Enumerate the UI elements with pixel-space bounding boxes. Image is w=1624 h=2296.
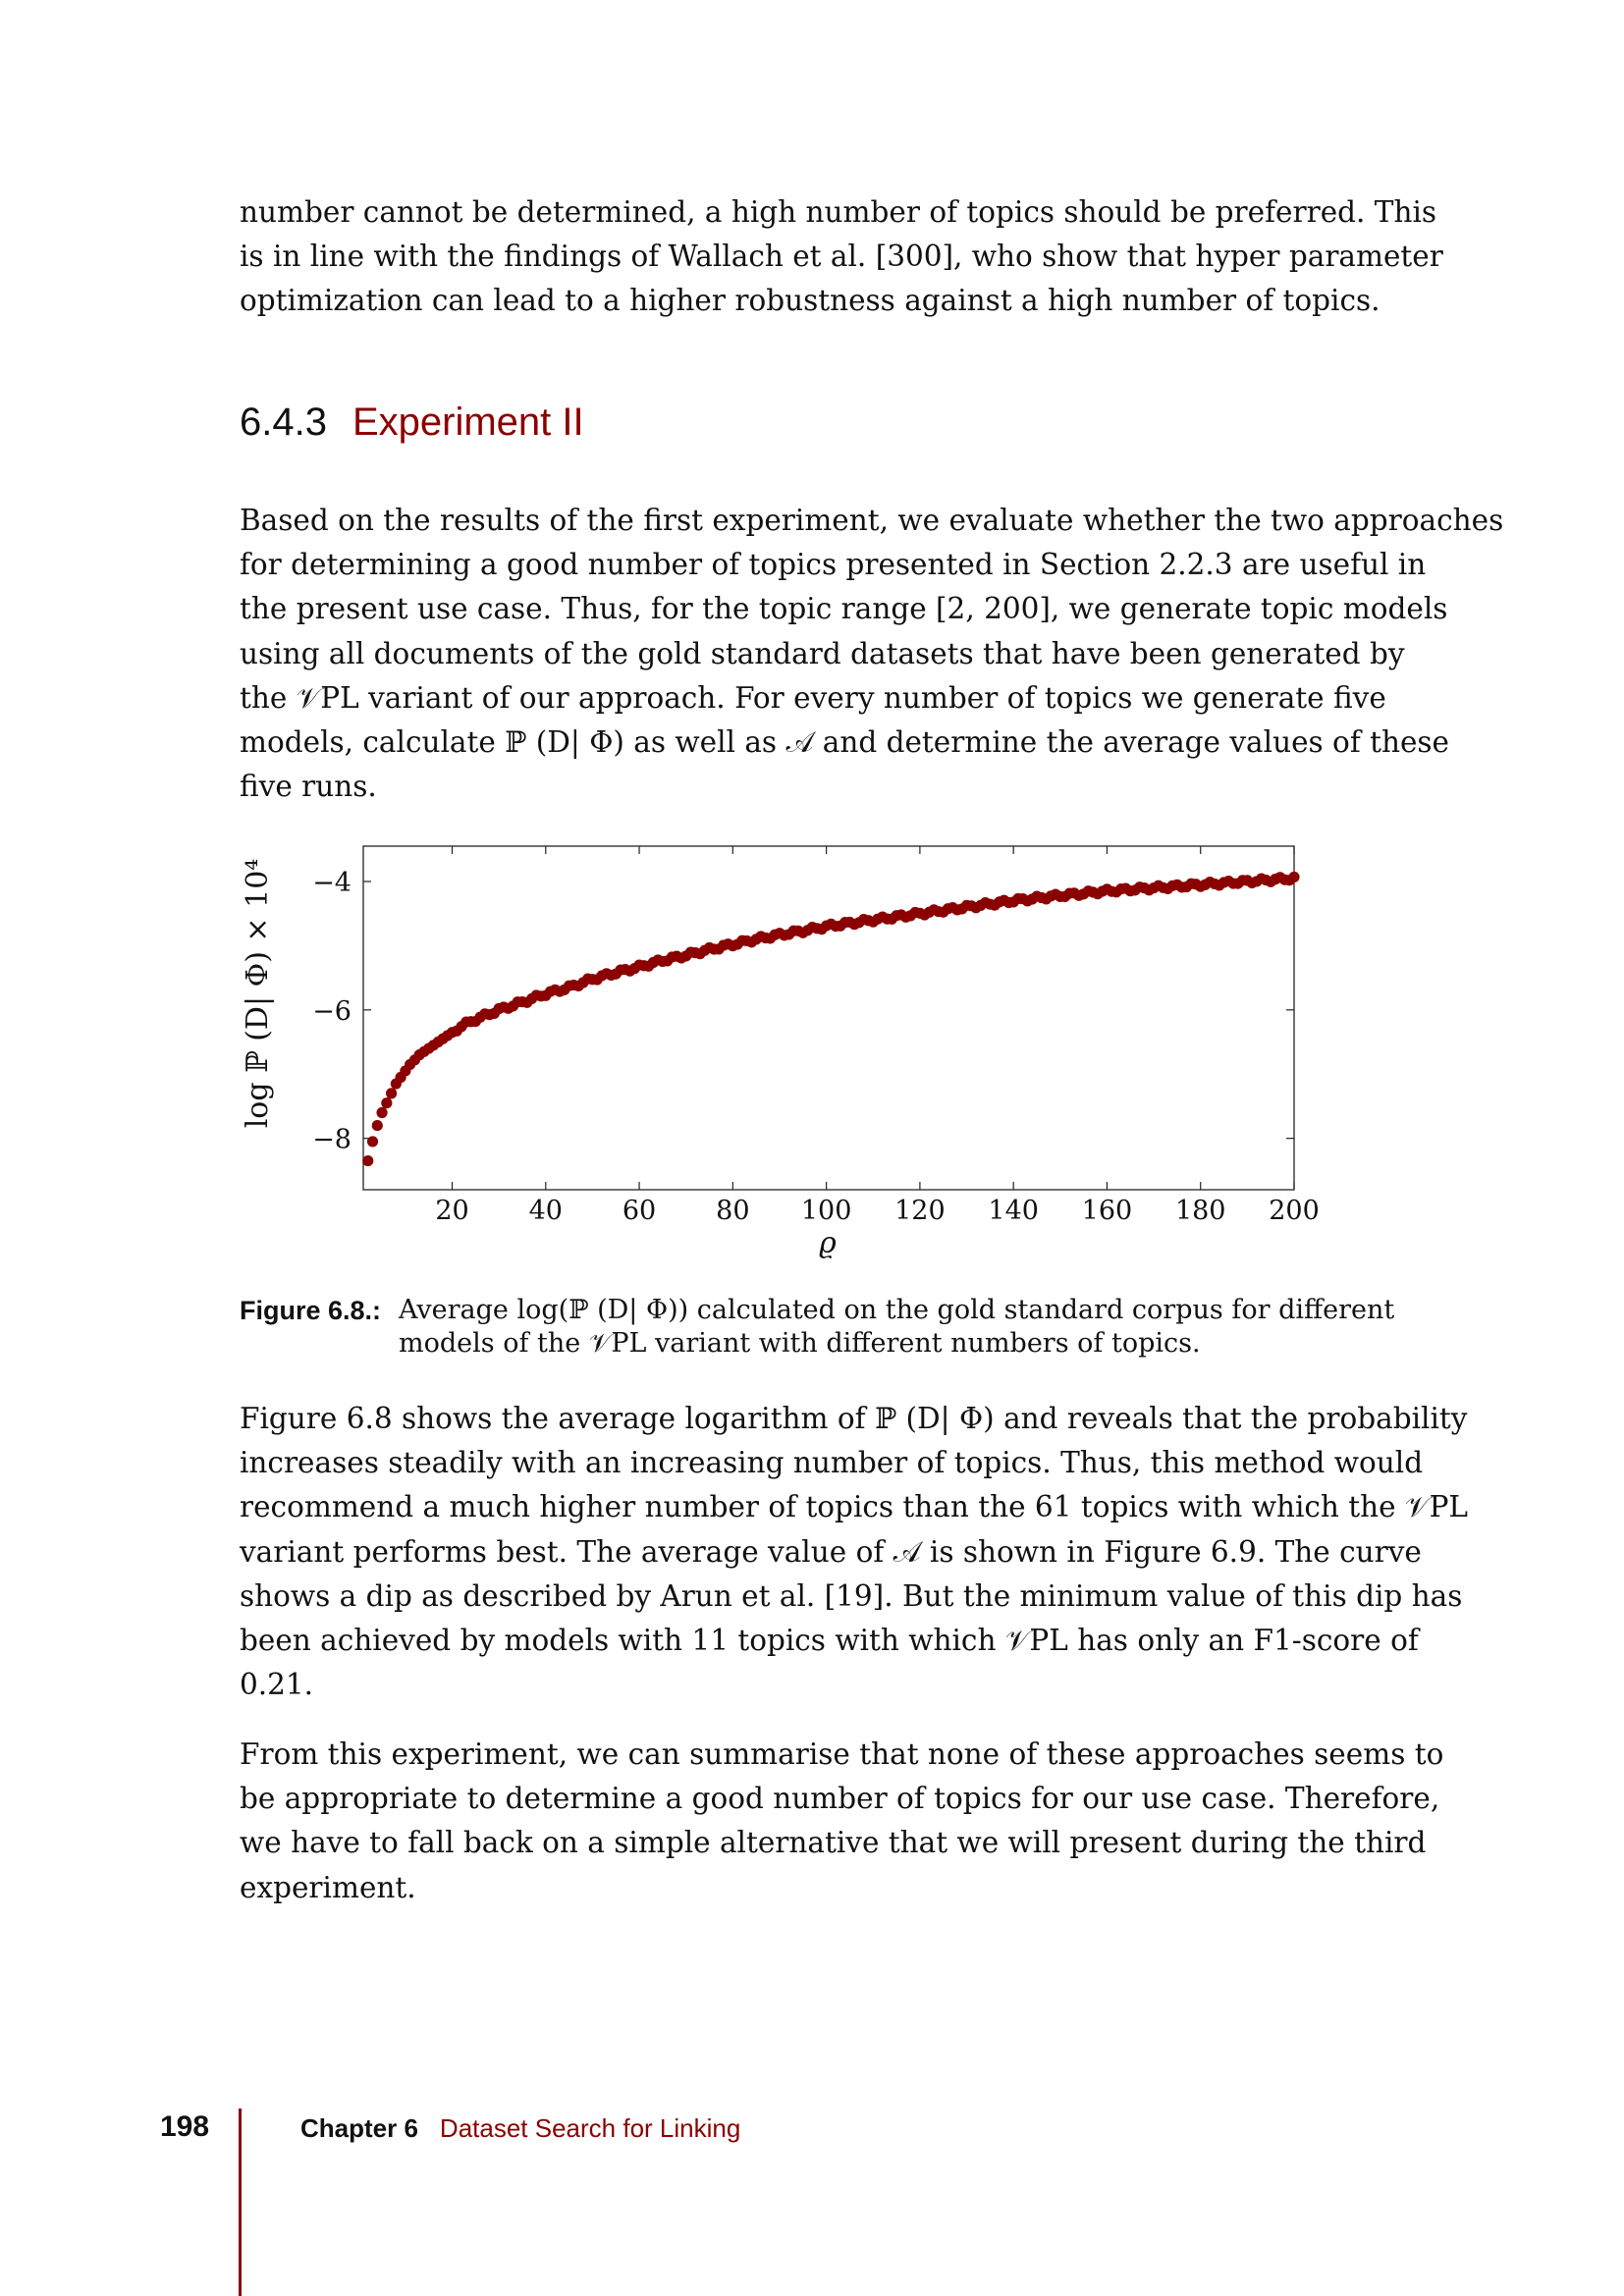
section-title: Experiment II [352,400,584,444]
data-point [386,1088,397,1098]
text-line: the 𝒱PL variant of our approach. For every number of topics we generate five [240,680,1386,715]
footer-rule [239,2109,242,2296]
data-point [362,1155,373,1166]
text-line: models, calculate ℙ (D| Φ) as well as 𝒜 and determine the average values of these [240,725,1450,760]
chapter-label: Chapter 6 [300,2113,418,2143]
section-heading [240,400,584,445]
text-line: recommend a much higher number of topics than the 61 topics with which the 𝒱PL [240,1490,1469,1524]
x-tick-label: 180 [1174,1196,1226,1226]
text-line: From this experiment, we can summarise that none of these approaches seems to [240,1737,1444,1771]
text-line: shows a dip as described by Arun et al. [19]. But the minimum value of this dip has [240,1578,1463,1613]
log-probability-chart [226,834,1335,1276]
text-line: Based on the results of the first experiment, we evaluate whether the two approaches [240,504,1504,537]
intro-paragraph [240,190,1443,324]
caption-line: models of the 𝒱PL variant with different numbers of topics. [399,1328,1201,1359]
y-tick-label: −6 [312,995,352,1027]
x-tick-label: 40 [528,1196,563,1226]
text-line: optimization can lead to a higher robustness against a high number of topics. [240,284,1380,318]
x-tick-label: 140 [988,1196,1039,1226]
paragraph-2 [240,1397,1469,1707]
paragraph-1 [240,499,1504,809]
x-tick-label: 160 [1081,1196,1133,1226]
caption-line: Average log(ℙ (D| Φ)) calculated on the gold standard corpus for different [399,1295,1395,1325]
y-axis-label: log ℙ (D| Φ) × 10⁴ [241,858,275,1129]
x-axis-label: ϱ [819,1226,837,1260]
text-line: experiment. [240,1870,416,1904]
figure-caption-text [399,1294,1395,1361]
page-number: 198 [160,2110,210,2143]
x-tick-label: 200 [1269,1196,1320,1226]
y-tick-label: −4 [312,867,352,898]
data-point [376,1107,387,1118]
text-line: is in line with the findings of Wallach et al. [300], who show that hyper parameter [240,240,1443,274]
data-point [1288,872,1299,882]
paragraph-3 [240,1733,1444,1910]
data-point [367,1136,378,1147]
text-line: using all documents of the gold standard datasets that have been generated by [240,636,1405,670]
text-line: for determining a good number of topics presented in Section 2.2.3 are useful in [240,548,1427,582]
text-line: number cannot be determined, a high number of topics should be preferred. This [240,195,1437,229]
text-line: been achieved by models with 11 topics with which 𝒱PL has only an F1-score of [240,1624,1419,1658]
section-number: 6.4.3 [240,400,327,444]
figure-label: Figure 6.8.: [240,1296,382,1325]
text-line: Figure 6.8 shows the average logarithm of ℙ (D| Φ) and reveals that the probability [240,1402,1468,1435]
text-line: 0.21. [240,1668,314,1702]
x-tick-label: 20 [435,1196,469,1226]
data-point [381,1097,392,1108]
text-line: variant performs best. The average value of 𝒜 is shown in Figure 6.9. The curve [240,1534,1422,1569]
plot-frame [363,846,1294,1190]
text-line: five runs. [240,770,377,804]
y-tick-label: −8 [312,1124,352,1155]
x-tick-label: 60 [622,1196,657,1226]
text-line: be appropriate to determine a good number of topics for our use case. Therefore, [240,1782,1440,1816]
running-footer [300,2113,740,2144]
x-tick-label: 100 [800,1196,852,1226]
text-line: the present use case. Thus, for the topic range [2, 200], we generate topic models [240,592,1448,626]
x-tick-label: 80 [716,1196,750,1226]
x-tick-label: 120 [894,1196,946,1226]
text-line: increases steadily with an increasing number of topics. Thus, this method would [240,1446,1424,1480]
data-point [372,1120,383,1131]
text-line: we have to fall back on a simple alternative that we will present during the third [240,1826,1427,1860]
chapter-title: Dataset Search for Linking [439,2113,741,2143]
